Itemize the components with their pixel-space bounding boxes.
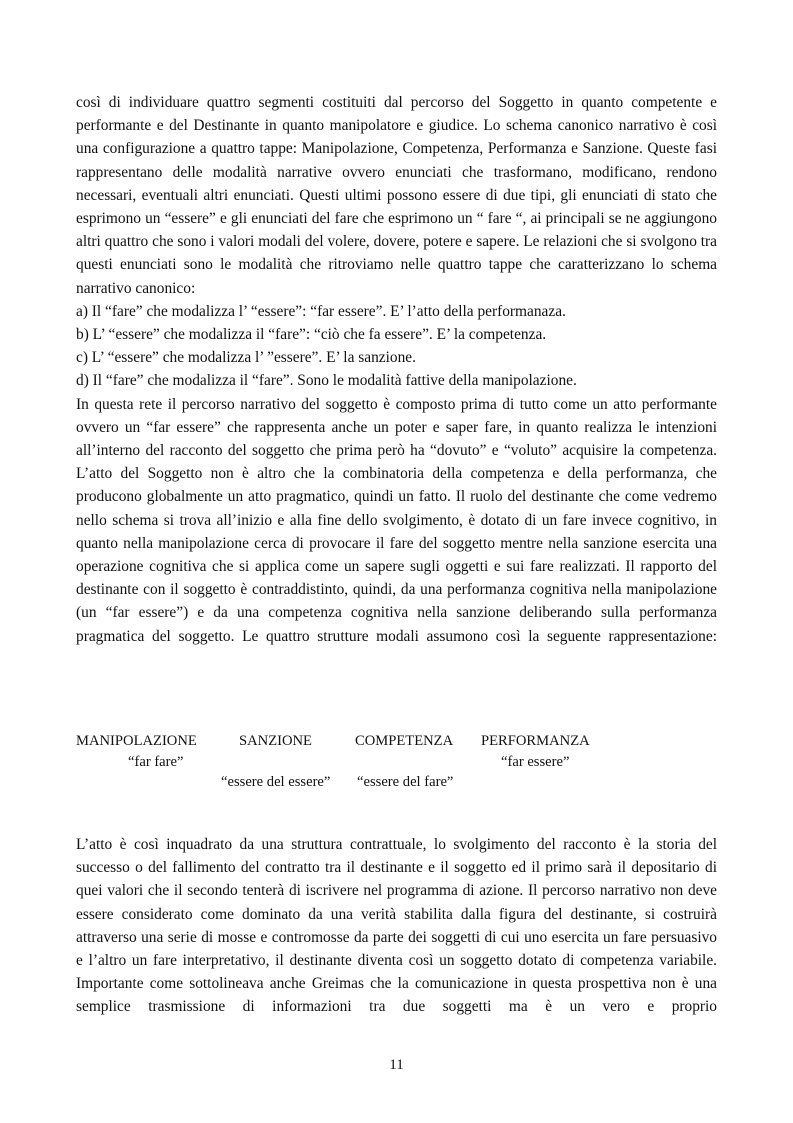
body-text-block bbox=[76, 91, 717, 648]
value-performanza: “far essere” bbox=[501, 754, 570, 770]
list-item-d: d) Il “fare” che modalizza il “fare”. Sono le modalità fattive della manipolazione. bbox=[76, 372, 577, 390]
paragraph-schema-intro: così di individuare quattro segmenti costituiti dal percorso del Soggetto in quanto competente e performante e del Destinante in quanto manipolatore e giudice. Lo schema canonico narrativo è così una configurazione a quattro tappe: Manipolazione, Competenza, Performanza e Sanzione. Queste fasi rappresentano delle modalità narrative ovvero enunciati che trasformano, modificano, rendono necessari, eventuali altri enunciati. Questi ultimi possono essere di due tipi, gli enunciati di stato che esprimono un “essere” e gli enunciati del fare che esprimono un “ fare “, ai principali se ne aggiungono altri quattro che sono i valori modali del volere, dovere, potere e sapere. Le relazioni che si svolgono tra questi enunciati sono le modalità che ritroviamo nelle quattro tappe che caratterizzano lo schema narrativo canonico: bbox=[76, 94, 717, 297]
header-competenza: COMPETENZA bbox=[355, 733, 454, 749]
page-number: 11 bbox=[389, 1057, 404, 1073]
body-text-block-2 bbox=[76, 833, 717, 1019]
paragraph-contract-structure: L’atto è così inquadrato da una struttura contrattuale, lo svolgimento del racconto è la storia del successo o del fallimento del contratto tra il destinante e il soggetto ed il primo sarà il depositario di quei valori che il secondo tenterà di iscrivere nel programma di azione. Il percorso narrativo non deve essere considerato come dominato da una verità stabilita dalla figura del destinante, si costruirà attraverso una serie di mosse e contromosse da parte dei soggetti di cui uno esercita un fare persuasivo e l’altro un fare interpretativo, il destinante diventa così un soggetto dotato di competenza variabile. Importante come sottolineava anche Greimas che la comunicazione in questa prospettiva non è una semplice trasmissione di informazioni tra due soggetti ma è un vero e proprio bbox=[76, 836, 717, 1016]
header-performanza: PERFORMANZA bbox=[481, 733, 590, 749]
list-item-b: b) L’ “essere” che modalizza il “fare”: “ciò che fa essere”. E’ la competenza. bbox=[76, 326, 547, 344]
list-item-c: c) L’ “essere” che modalizza l’ ”essere”. E’ la sanzione. bbox=[76, 349, 416, 367]
paragraph-narrative-path: In questa rete il percorso narrativo del soggetto è composto prima di tutto come un atto performante ovvero un “far essere” che rappresenta anche un poter e saper fare, in quanto realizza le intenzioni all’interno del racconto del soggetto che prima però ha “dovuto” e “voluto” acquisire la competenza. L’atto del Soggetto non è altro che la combinatoria della competenza e della performanza, che producono globalmente un atto pragmatico, quindi un fatto. Il ruolo del destinante che come vedremo nello schema si trova all’inizio e alla fine dello svolgimento, è dotato di un fare invece cognitivo, in quanto nella manipolazione cerca di provocare il fare del soggetto mentre nella sanzione esercita una operazione cognitiva che si applica come un sapere sugli oggetti e sui fare realizzati. Il rapporto del destinante con il soggetto è contraddistinto, quindi, da una performanza cognitiva nella manipolazione (un “far essere”) e da una competenza cognitiva nella sanzione deliberando sulla performanza pragmatica del soggetto. Le quattro strutture modali assumono così la seguente rappresentazione: bbox=[76, 395, 717, 645]
list-item-a: a) Il “fare” che modalizza l’ “essere”: “far essere”. E’ l’atto della performanaza. bbox=[76, 302, 566, 320]
value-manipolazione: “far fare” bbox=[128, 754, 184, 770]
header-manipolazione: MANIPOLAZIONE bbox=[76, 733, 197, 749]
value-competenza: “essere del fare” bbox=[357, 774, 454, 790]
value-sanzione: “essere del essere” bbox=[221, 774, 331, 790]
header-sanzione: SANZIONE bbox=[239, 733, 312, 749]
